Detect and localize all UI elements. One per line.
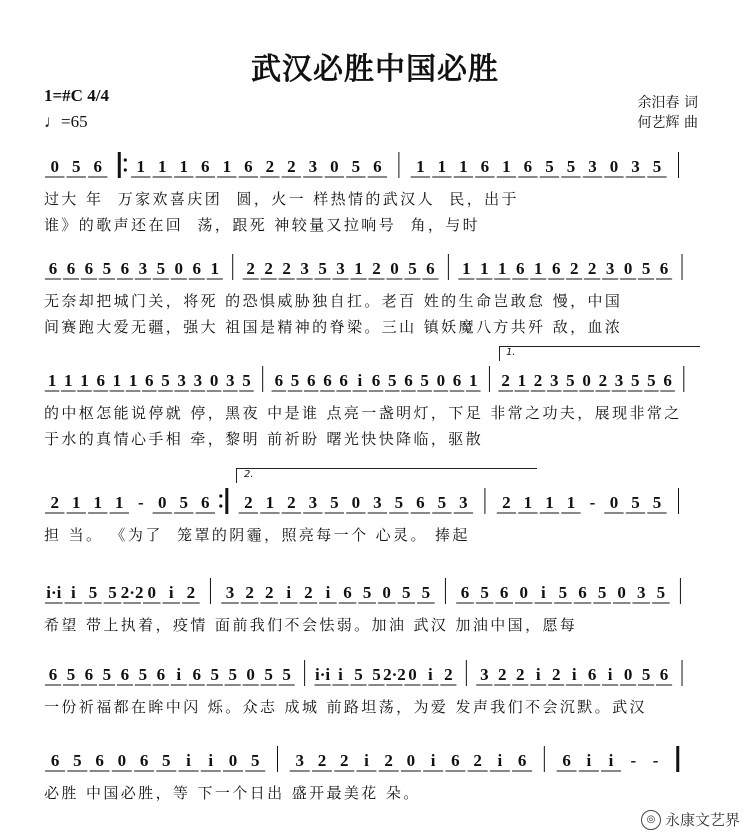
notes-row	[44, 482, 700, 522]
note-5-32: 0	[623, 665, 633, 684]
note-2-0: 1	[47, 371, 57, 390]
score-system-3	[44, 347, 700, 456]
note-0-0: 0	[50, 157, 60, 176]
note-0-5: 1	[158, 157, 167, 176]
note-0-28: 5	[652, 157, 662, 176]
note-1-8: 6	[192, 259, 202, 278]
note-5-5: 5	[138, 665, 148, 684]
note-2-9: 3	[193, 371, 203, 390]
note-6-20: i	[497, 751, 503, 770]
note-0-18: 1	[437, 157, 447, 176]
note-1-20: 5	[408, 259, 417, 278]
score-system-4	[44, 469, 700, 578]
lyrics-verse-2: 于水的真情心手相 牵，黎明 前祈盼 曙光快快降临，驱散	[44, 430, 484, 448]
note-5-33: 5	[641, 665, 651, 684]
note-5-20: 0	[408, 665, 417, 684]
note-2-22: 6	[404, 371, 413, 390]
key-signature: 1=#C	[44, 86, 83, 105]
note-6-16: 0	[406, 751, 416, 770]
note-1-5: 3	[138, 259, 148, 278]
note-5-3: 5	[102, 665, 112, 684]
beam-lines	[44, 654, 700, 694]
note-1-11: 2	[246, 259, 255, 278]
note-3-2: 1	[93, 493, 103, 512]
note-2-18: 6	[339, 371, 348, 390]
note-0-6: 1	[179, 157, 189, 176]
note-4-1: i	[71, 583, 76, 602]
note-2-2: 1	[80, 371, 89, 390]
composer-credit: 何艺辉 曲	[637, 115, 698, 131]
note-0-9: 6	[244, 157, 253, 176]
lyrics-verse-1: 担 当。 《为了 笼罩的阴霾，照亮每一个 心灵。 捧起	[44, 526, 470, 544]
note-6-5: 5	[162, 751, 171, 770]
note-3-23: 1	[545, 493, 554, 512]
note-2-14: 6	[274, 371, 284, 390]
note-1-17: 1	[354, 259, 363, 278]
note-5-27: i	[535, 665, 541, 684]
note-0-21: 1	[502, 157, 511, 176]
note-0-19: 1	[459, 157, 468, 176]
lyrics-verse-1: 无奈却把城门关，将死 的恐惧威胁独自扛。老百 姓的生命岂敢怠 慢，中国	[44, 292, 623, 310]
note-5-25: 2	[498, 665, 507, 684]
note-2-32: 5	[566, 371, 575, 390]
note-1-0: 6	[48, 259, 58, 278]
watermark-text: 永康文艺界	[664, 810, 740, 829]
note-6-24: i	[586, 751, 592, 770]
note-1-32: 0	[623, 259, 633, 278]
note-4-28: 5	[597, 583, 607, 602]
note-3-15: 3	[373, 493, 382, 512]
note-2-10: 0	[209, 371, 219, 390]
note-2-17: 6	[323, 371, 332, 390]
note-4-3: 5	[108, 583, 117, 602]
note-0-10: 2	[265, 157, 275, 176]
notes-row	[44, 146, 700, 186]
note-4-6: i	[168, 583, 174, 602]
note-1-4: 6	[120, 259, 130, 278]
beam-lines	[44, 572, 700, 612]
note-6-11: 3	[295, 751, 304, 770]
note-3-9: 2	[244, 493, 253, 512]
note-2-30: 2	[533, 371, 543, 390]
note-5-19: 2·2	[383, 665, 406, 684]
song-title: 武汉必胜中国必胜	[251, 52, 499, 87]
note-6-23: 6	[562, 751, 571, 770]
note-1-30: 2	[587, 259, 597, 278]
note-1-13: 2	[282, 259, 291, 278]
lyrics-verse-1: 的中枢怎能说停就 停，黑夜 中是谁 点亮一盏明灯，下足 非常之功夫，展现非常之	[44, 404, 682, 422]
note-5-16: i	[338, 665, 343, 684]
note-2-38: 6	[663, 371, 672, 390]
note-3-19: 3	[459, 493, 468, 512]
note-3-6: 5	[179, 493, 189, 512]
note-3-28: 5	[652, 493, 662, 512]
tempo-marking: ♩=65	[44, 112, 88, 131]
note-1-12: 2	[264, 259, 273, 278]
note-2-7: 5	[161, 371, 170, 390]
beam-lines	[44, 360, 700, 400]
note-2-29: 1	[517, 371, 527, 390]
note-5-30: 6	[587, 665, 597, 684]
note-1-34: 6	[659, 259, 669, 278]
note-3-5: 0	[158, 493, 167, 512]
note-6-26: -	[630, 751, 637, 770]
note-0-22: 6	[523, 157, 533, 176]
note-0-17: 1	[416, 157, 425, 176]
note-1-7: 0	[174, 259, 184, 278]
score-system-7	[44, 740, 700, 836]
note-6-1: 5	[73, 751, 82, 770]
note-3-21: 2	[502, 493, 511, 512]
note-5-2: 6	[84, 665, 94, 684]
time-signature: 4/4	[87, 86, 109, 105]
beam-lines	[44, 740, 700, 780]
note-6-0: 6	[50, 751, 60, 770]
note-2-20: 6	[371, 371, 381, 390]
note-6-27: -	[652, 751, 659, 770]
note-3-4: -	[137, 493, 144, 512]
note-1-18: 2	[372, 259, 381, 278]
note-5-29: i	[571, 665, 577, 684]
note-5-9: 5	[210, 665, 219, 684]
lyrics-verse-1: 必胜 中国必胜，等 下一个日出 盛开最美花 朵。	[44, 784, 421, 802]
note-0-24: 5	[566, 157, 576, 176]
note-2-28: 2	[501, 371, 510, 390]
note-1-24: 1	[480, 259, 489, 278]
note-2-24: 0	[436, 371, 446, 390]
note-4-14: i	[325, 583, 331, 602]
note-3-12: 3	[308, 493, 318, 512]
note-6-4: 6	[139, 751, 149, 770]
note-3-10: 1	[265, 493, 275, 512]
note-4-2: 5	[88, 583, 98, 602]
note-1-15: 5	[318, 259, 327, 278]
note-4-12: i	[286, 583, 292, 602]
note-4-29: 0	[617, 583, 626, 602]
note-1-29: 2	[569, 259, 579, 278]
note-6-15: 2	[384, 751, 393, 770]
note-4-4: 2·2	[120, 583, 144, 602]
note-1-14: 3	[300, 259, 309, 278]
note-1-33: 5	[641, 259, 651, 278]
volta-2-label: 2.	[244, 469, 254, 480]
note-2-21: 5	[387, 371, 397, 390]
note-3-0: 2	[50, 493, 60, 512]
note-5-13: 5	[282, 665, 291, 684]
note-4-22: 5	[480, 583, 489, 602]
note-5-6: 6	[156, 665, 166, 684]
note-2-33: 0	[582, 371, 591, 390]
note-0-20: 6	[480, 157, 490, 176]
notes-row	[44, 740, 700, 780]
note-4-10: 2	[245, 583, 254, 602]
note-5-12: 5	[264, 665, 273, 684]
key-time-signature	[44, 86, 109, 106]
note-0-1: 5	[72, 157, 81, 176]
note-6-3: 0	[117, 751, 127, 770]
note-4-24: 0	[519, 583, 529, 602]
note-1-16: 3	[336, 259, 345, 278]
lyrics-verse-1: 希望 带上执着，疫情 面前我们不会怯弱。加油 武汉 加油中国，愿每	[44, 616, 578, 634]
note-0-27: 3	[631, 157, 640, 176]
note-1-21: 6	[426, 259, 435, 278]
note-6-21: 6	[517, 751, 527, 770]
note-1-3: 5	[102, 259, 112, 278]
note-2-31: 3	[549, 371, 559, 390]
note-2-1: 1	[64, 371, 73, 390]
note-4-18: 5	[402, 583, 411, 602]
note-2-12: 5	[242, 371, 251, 390]
note-3-14: 0	[351, 493, 361, 512]
note-2-37: 5	[647, 371, 656, 390]
note-3-16: 5	[394, 493, 404, 512]
note-6-2: 6	[95, 751, 104, 770]
note-5-31: i	[607, 665, 613, 684]
note-0-12: 3	[308, 157, 318, 176]
note-3-3: 1	[115, 493, 124, 512]
note-3-11: 2	[287, 493, 296, 512]
note-5-7: i	[176, 665, 182, 684]
note-2-26: 1	[468, 371, 478, 390]
note-1-9: 1	[210, 259, 219, 278]
note-1-19: 0	[390, 259, 399, 278]
note-0-25: 3	[588, 157, 597, 176]
note-5-18: 5	[372, 665, 381, 684]
lyrics-verse-2: 间赛跑大爱无疆，强大 祖国是精神的脊梁。三山 镇妖魔八方共歼 敌，血浓	[44, 318, 623, 336]
note-3-25: -	[589, 493, 596, 512]
repeat-dot	[124, 158, 127, 161]
note-2-11: 3	[226, 371, 235, 390]
note-4-11: 2	[264, 583, 274, 602]
note-6-7: i	[208, 751, 214, 770]
repeat-dot	[219, 494, 222, 497]
note-4-16: 5	[362, 583, 372, 602]
score-system-6	[44, 654, 700, 750]
note-2-6: 6	[145, 371, 154, 390]
note-3-24: 1	[566, 493, 576, 512]
note-0-23: 5	[545, 157, 554, 176]
note-4-7: 2	[186, 583, 196, 602]
note-6-25: i	[608, 751, 614, 770]
notes-row	[44, 248, 700, 288]
note-0-8: 1	[222, 157, 232, 176]
note-4-30: 3	[637, 583, 646, 602]
note-5-28: 2	[551, 665, 561, 684]
note-5-1: 5	[66, 665, 76, 684]
note-0-2: 6	[93, 157, 103, 176]
note-5-34: 6	[659, 665, 669, 684]
note-0-13: 0	[330, 157, 339, 176]
note-4-19: 5	[421, 583, 431, 602]
note-4-9: 3	[225, 583, 235, 602]
note-1-1: 6	[66, 259, 76, 278]
note-6-8: 0	[228, 751, 238, 770]
note-3-22: 1	[523, 493, 533, 512]
volta-bracket-2	[236, 468, 537, 483]
beam-lines	[44, 248, 700, 288]
wechat-icon: ◎	[641, 810, 661, 830]
note-5-15: i·i	[315, 665, 331, 684]
note-1-28: 6	[551, 259, 561, 278]
lyrics-verse-2: 谁》的歌声还在回 荡，跟死 神较量又拉响号 角，与时	[44, 216, 481, 234]
note-2-15: 5	[290, 371, 300, 390]
note-6-17: i	[430, 751, 436, 770]
note-5-17: 5	[354, 665, 363, 684]
note-2-35: 3	[614, 371, 624, 390]
note-0-26: 0	[609, 157, 619, 176]
score-system-2	[44, 248, 700, 344]
note-3-7: 6	[201, 493, 210, 512]
notes-row	[44, 654, 700, 694]
note-5-26: 2	[516, 665, 525, 684]
volta-1-label: 1.	[506, 347, 516, 358]
note-2-3: 6	[96, 371, 105, 390]
note-3-1: 1	[72, 493, 81, 512]
note-0-14: 5	[351, 157, 361, 176]
note-5-21: i	[428, 665, 433, 684]
note-0-15: 6	[373, 157, 382, 176]
note-2-5: 1	[128, 371, 138, 390]
note-1-2: 6	[84, 259, 94, 278]
note-5-24: 3	[480, 665, 489, 684]
note-4-17: 0	[382, 583, 391, 602]
note-2-25: 6	[452, 371, 462, 390]
note-3-27: 5	[631, 493, 640, 512]
note-1-27: 1	[533, 259, 543, 278]
beam-lines	[44, 482, 700, 522]
note-1-31: 3	[605, 259, 615, 278]
lyrics-verse-1: 过大 年 万家欢喜庆团 圆，火一 样热情的武汉人 民，出于	[44, 190, 519, 208]
beam-lines	[44, 146, 700, 186]
note-4-27: 6	[578, 583, 587, 602]
note-6-9: 5	[251, 751, 260, 770]
note-3-13: 5	[330, 493, 339, 512]
note-0-7: 6	[201, 157, 210, 176]
note-2-19: i	[357, 371, 363, 390]
note-0-11: 2	[287, 157, 296, 176]
note-4-13: 2	[304, 583, 313, 602]
note-0-4: 1	[136, 157, 146, 176]
note-3-18: 5	[437, 493, 447, 512]
repeat-dot	[219, 504, 222, 507]
note-2-8: 3	[177, 371, 186, 390]
note-4-31: 5	[656, 583, 666, 602]
notes-row	[44, 572, 700, 612]
note-4-15: 6	[343, 583, 352, 602]
note-4-0: i·i	[46, 583, 62, 602]
note-5-4: 6	[120, 665, 130, 684]
note-4-21: 6	[460, 583, 470, 602]
note-1-26: 6	[516, 259, 525, 278]
note-5-22: 2	[444, 665, 453, 684]
note-6-18: 6	[451, 751, 460, 770]
note-1-6: 5	[156, 259, 166, 278]
note-5-10: 5	[228, 665, 237, 684]
watermark	[641, 809, 740, 831]
score-system-1	[44, 146, 700, 242]
note-2-23: 5	[420, 371, 429, 390]
lyricist-credit: 余汨春 词	[637, 95, 698, 111]
note-4-25: i	[540, 583, 546, 602]
note-4-26: 5	[558, 583, 568, 602]
note-3-26: 0	[609, 493, 619, 512]
note-2-4: 1	[112, 371, 122, 390]
note-2-36: 5	[630, 371, 640, 390]
note-6-12: 2	[317, 751, 327, 770]
note-1-23: 1	[462, 259, 471, 278]
lyrics-verse-1: 一份祈福都在眸中闪 烁。众志 成城 前路坦荡，为爱 发声我们不会沉默。武汉	[44, 698, 647, 716]
note-5-0: 6	[48, 665, 58, 684]
note-2-34: 2	[598, 371, 608, 390]
note-5-11: 0	[246, 665, 255, 684]
note-6-14: i	[364, 751, 369, 770]
note-6-6: i	[186, 751, 191, 770]
repeat-dot	[124, 168, 127, 171]
note-6-19: 2	[473, 751, 482, 770]
note-5-8: 6	[192, 665, 202, 684]
note-2-16: 6	[307, 371, 316, 390]
note-4-5: 0	[147, 583, 156, 602]
note-3-17: 6	[416, 493, 425, 512]
note-4-23: 6	[499, 583, 509, 602]
note-1-25: 1	[498, 259, 507, 278]
volta-bracket-1	[499, 346, 700, 361]
notes-row	[44, 360, 700, 400]
note-6-13: 2	[339, 751, 349, 770]
